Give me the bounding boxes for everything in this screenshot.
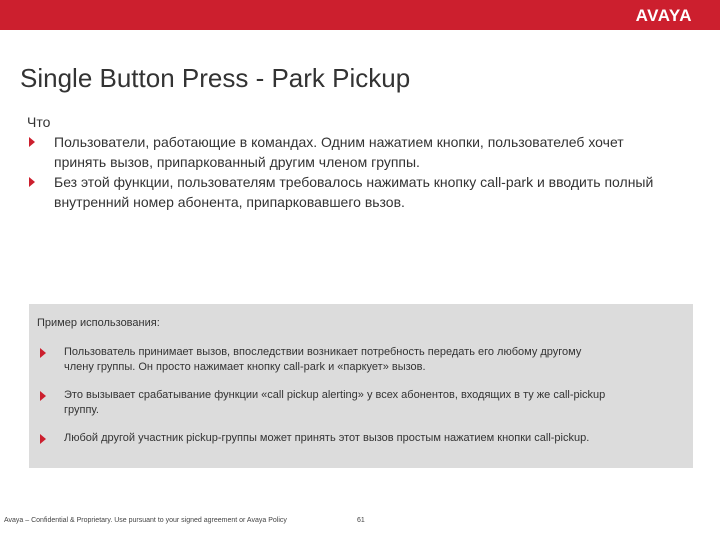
bullet-arrow-icon xyxy=(40,391,46,401)
brand-header-bar xyxy=(0,0,720,30)
bullet-arrow-icon xyxy=(40,348,46,358)
page-number: 61 xyxy=(357,517,365,524)
bullet-text: Без этой функции, пользователям требовалось нажимать кнопку call-park и вводить полный внутренний номер абонента, припарковавшего вьзов. xyxy=(54,174,654,210)
list-item xyxy=(27,132,667,172)
example-box xyxy=(29,304,693,468)
lead-text: Что xyxy=(27,114,51,130)
bullet-arrow-icon xyxy=(29,137,35,147)
example-heading: Пример использования: xyxy=(37,317,160,329)
bullet-text: Это вызывает срабатывание функции «call pickup alerting» у всех абонентов, входящих в ту же call-pickup группу. xyxy=(64,389,606,416)
avaya-logo: AVAYA xyxy=(635,6,692,25)
bullet-arrow-icon xyxy=(29,177,35,187)
bullet-arrow-icon xyxy=(40,434,46,444)
intro-bullet-list xyxy=(27,132,667,212)
list-item xyxy=(27,172,667,212)
footer-confidential: Avaya – Confidential & Proprietary. Use pursuant to your signed agreement or Avaya Policy xyxy=(4,517,287,524)
bullet-text: Пользователь принимает вызов, впоследствии возникает потребность передать его любому другому члену группы. Он просто нажимает кнопку call-park и «паркует» вызов. xyxy=(64,346,582,373)
intro-section xyxy=(27,112,667,212)
slide-title: Single Button Press - Park Pickup xyxy=(20,63,411,93)
bullet-text: Любой другой участник pickup-группы может принять этот вызов простым нажатием кнопки call-pickup. xyxy=(64,432,590,444)
bullet-text: Пользователи, работающие в командах. Одним нажатием кнопки, пользователеб хочет принять вызов, припаркованный другим членом группы. xyxy=(54,134,624,170)
